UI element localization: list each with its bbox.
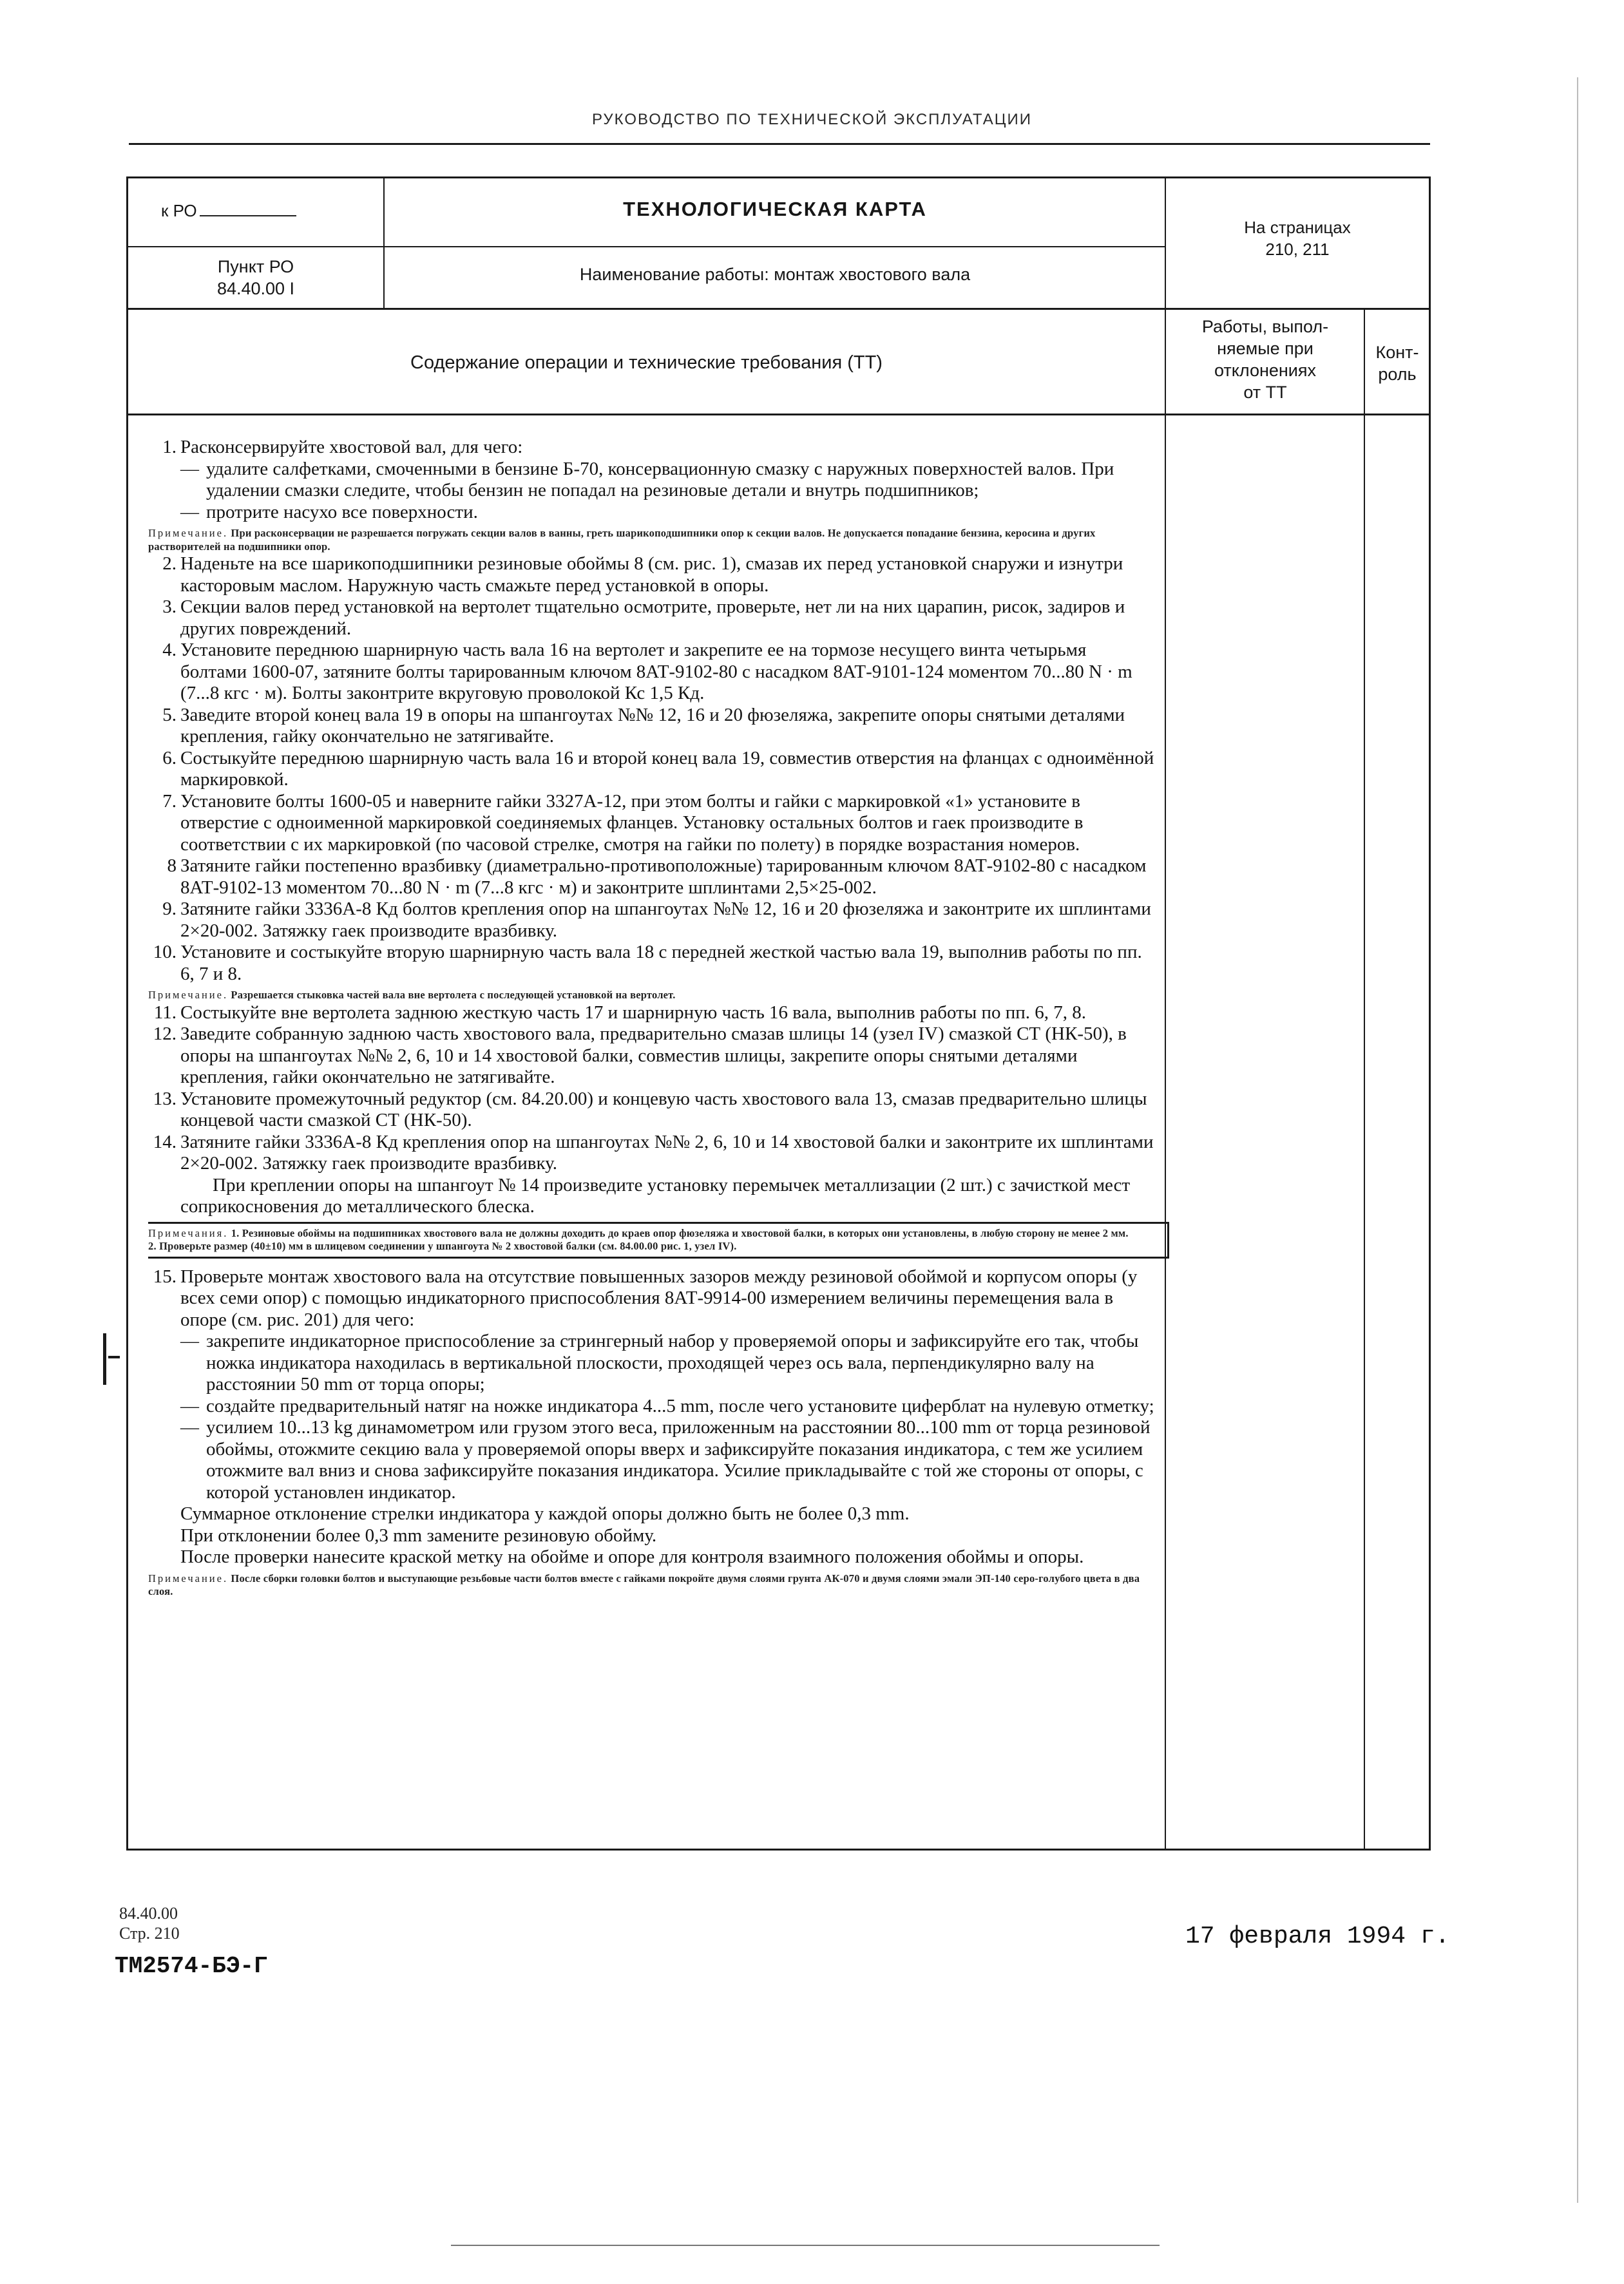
step-8: 8 Затяните гайки постепенно вразбивку (диаметрально-противоположные) тарированным ключом 8АТ-9102-80 с насадком 8АТ-9102-13 моментом 70...80 N · m (7...8 кгс · м) и законтрите шплинтами 2,5×25-002. (167, 855, 1147, 898)
item-label: Пункт РО (217, 257, 294, 276)
step-2: 2. Наденьте на все шарикоподшипники резиновые обоймы 8 (см. рис. 1), смазав их перед установкой снаружи и изнутри касторовым маслом. Наружную часть смажьте перед установкой в опоры. (162, 553, 1123, 596)
work-name: Наименование работы: монтаж хвостового вала (579, 265, 971, 284)
header-rule (129, 143, 1430, 145)
column-header-content: Содержание операции и технические требования (ТТ) (410, 352, 883, 373)
bottom-scan-line (451, 2245, 1160, 2246)
step-4: 4. Установите переднюю шарнирную часть вала 16 на вертолет и закрепите ее на тормозе несущего винта четырьмя болтами 1600-07, затяните болты тарированным ключом 8АТ-9102-80 с насадком 8АТ-9101-124 моментом 70...80 N · m (7...8 кгс · м). Болты законтрите вкруговую проволокой Кс 1,5 Кд. (162, 640, 1132, 703)
step-1: 1. Расконсервируйте хвостовой вал, для чего: — удалите салфетками, смоченными в бензине Б-70, консервационную смазку с наружных поверхностей валов. При удалении смазки следите, чтобы бензин не попадал на резиновые детали и внутрь подшипников; — протрите насухо все поверхности. (162, 437, 1114, 522)
item-value: 84.40.00 I (216, 279, 295, 298)
step-9: 9. Затяните гайки 3336А-8 Кд болтов крепления опор на шпангоутах №№ 12, 16 и 20 фюзеляжа и законтрите их шплинтами 2×20-002. Затяжку гаек производите вразбивку. (162, 899, 1151, 941)
step-6: 6. Состыкуйте переднюю шарнирную часть вала 16 и второй конец вала 19, совместив отверстия на фланцах с одноимённой маркировкой. (162, 747, 1154, 790)
step-12: 12. Заведите собранную заднюю часть хвостового вала, предварительно смазав шлицы 14 (узел IV) смазкой СТ (НК-50), в опоры на шпангоутах №№ 2, 6, 10 и 14 хвостовой балки, совместив шлицы, закрепите опоры снятыми деталями крепления, гайки окончательно не затягивайте. (153, 1023, 1127, 1087)
step-15: 15. Проверьте монтаж хвостового вала на отсутствие повышенных зазоров между резиновой обоймой и корпусом опоры (у всех семи опор) с помощью индикаторного приспособления 8АТ-9914-00 измерением величины перемещения вала в опоре (см. рис. 201) для чего: — закрепите индикаторное приспособление за стрингерный набор у проверяемой опоры и зафиксируйте его так, чтобы ножка индикатора находилась в вертикальной плоскости, проходящей через ось вала, перпендикулярно валу на расстоянии 50 mm от торца опоры; — создайте предварительный натяг на ножке индикатора 4...5 mm, после чего установите циферблат на нулевую отметку; — усилием 10...13 kg динамометром или грузом этого веса, приложенным на расстоянии 80...100 mm от торца резиновой обоймы, отожмите секцию вала у проверяемой опоры вверх и зафиксируйте показания индикатора, с тем же усилием отожмите вал вниз и снова зафиксируйте показания индикатора. Усилие прикладывайте с той же стороны от опоры, с которой установлен индикатор. Суммарное отклонение стрелки индикатора у каждой опоры должно быть не более 0,3 mm. При отклонении более 0,3 mm замените резиновую обойму. После проверки нанесите краской метку на обойме и опоре для контроля взаимного положения обоймы и опоры. (153, 1266, 1154, 1567)
column-header-deviation: Работы, выпол- няемые при отклонениях от ТТ (1201, 317, 1329, 402)
running-title: РУКОВОДСТВО ПО ТЕХНИЧЕСКОЙ ЭКСПЛУАТАЦИИ (591, 111, 1033, 128)
step-7: 7. Установите болты 1600-05 и наверните гайки 3327А-12, при этом болты и гайки с маркировкой «1» установите в отверстие с одноименной маркировкой соединяемых фланцев. Установку остальных болтов и гаек производите в соответствии с их маркировкой (по часовой стрелке, смотря на гайки по полету) в порядке возрастания номеров. (162, 790, 1084, 855)
note-step-1: Примечание. При расконсервации не разрешается погружать секции валов в ванны, греть шарикоподшипники опор к секции валов. Не допускается попадание бензина, керосина и других растворителей на подшипники опор. (148, 527, 1096, 553)
step-3: 3. Секции валов перед установкой на вертолет тщательно осмотрите, проверьте, нет ли на них царапин, рисок, задиров и других повреждений. (162, 596, 1125, 639)
footer-page-label: Стр. 210 (119, 1924, 180, 1943)
step-5: 5. Заведите второй конец вала 19 в опоры на шпангоутах №№ 12, 16 и 20 фюзеляжа, закрепите опоры снятыми деталями крепления, гайку окончательно не затягивайте. (162, 704, 1125, 747)
note-step-15: Примечание. После сборки головки болтов и выступающие резьбовые части болтов вместе с гайками покройте двумя слоями грунта АК-070 и двумя слоями эмали ЭП-140 серо-голубого цвета в два слоя. (148, 1572, 1140, 1597)
margin-mark (108, 1356, 120, 1358)
footer-date: 17 февраля 1994 г. (1185, 1923, 1450, 1950)
step-13: 13. Установите промежуточный редуктор (см. 84.20.00) и концевую часть хвостового вала 13, смазав предварительно шлицы концевой части смазкой СТ (НК-50). (153, 1088, 1147, 1130)
step-14: 14. Затяните гайки 3336А-8 Кд крепления опор на шпангоутах №№ 2, 6, 10 и 14 хвостовой балки и законтрите их шплинтами 2×20-002. Затяжку гаек производите вразбивку. При креплении опоры на шпангоут № 14 произведите установку перемычек металлизации (2 шт.) с зачисткой мест соприкосновения до металлического блеска. (153, 1131, 1154, 1217)
note-step-14: Примечания. 1. Резиновые обоймы на подшипниках хвостового вала не должны доходить до краев опор фюзеляжа и хвостовой балки, в которых они установлены, в любую сторону не менее 2 мм. 2. Проверьте размер (40±10) мм в шлицевом соединении у шпангоута № 2 хвостовой балки (см. 84.00.00 рис. 1, узел IV). (148, 1222, 1169, 1259)
card-title: ТЕХНОЛОГИЧЕСКАЯ КАРТА (623, 198, 927, 220)
margin-mark (103, 1333, 106, 1385)
step-11: 11. Состыкуйте вне вертолета заднюю жесткую часть 17 и шарнирную часть 16 вала, выполнив работы по пп. 6, 7, 8. (153, 1002, 1087, 1023)
footer-doc-code: ТМ2574-БЭ-Г (115, 1953, 268, 1979)
pages-value: 210, 211 (1265, 240, 1330, 259)
step-10: 10. Установите и состыкуйте вторую шарнирную часть вала 18 с передней жесткой частью вала 19, выполнив работы по пп. 6, 7 и 8. (153, 942, 1142, 984)
pages-label: На страницах (1244, 218, 1351, 237)
ref-label: к РО (161, 201, 296, 221)
right-edge-rule (1577, 77, 1578, 2203)
footer-section-code: 84.40.00 (119, 1904, 178, 1923)
column-header-control: Конт- роль (1375, 343, 1419, 384)
operations-list (148, 437, 1156, 1599)
note-step-10: Примечание. Разрешается стыковка частей вала вне вертолета с последующей установкой на вертолет. (148, 989, 676, 1001)
